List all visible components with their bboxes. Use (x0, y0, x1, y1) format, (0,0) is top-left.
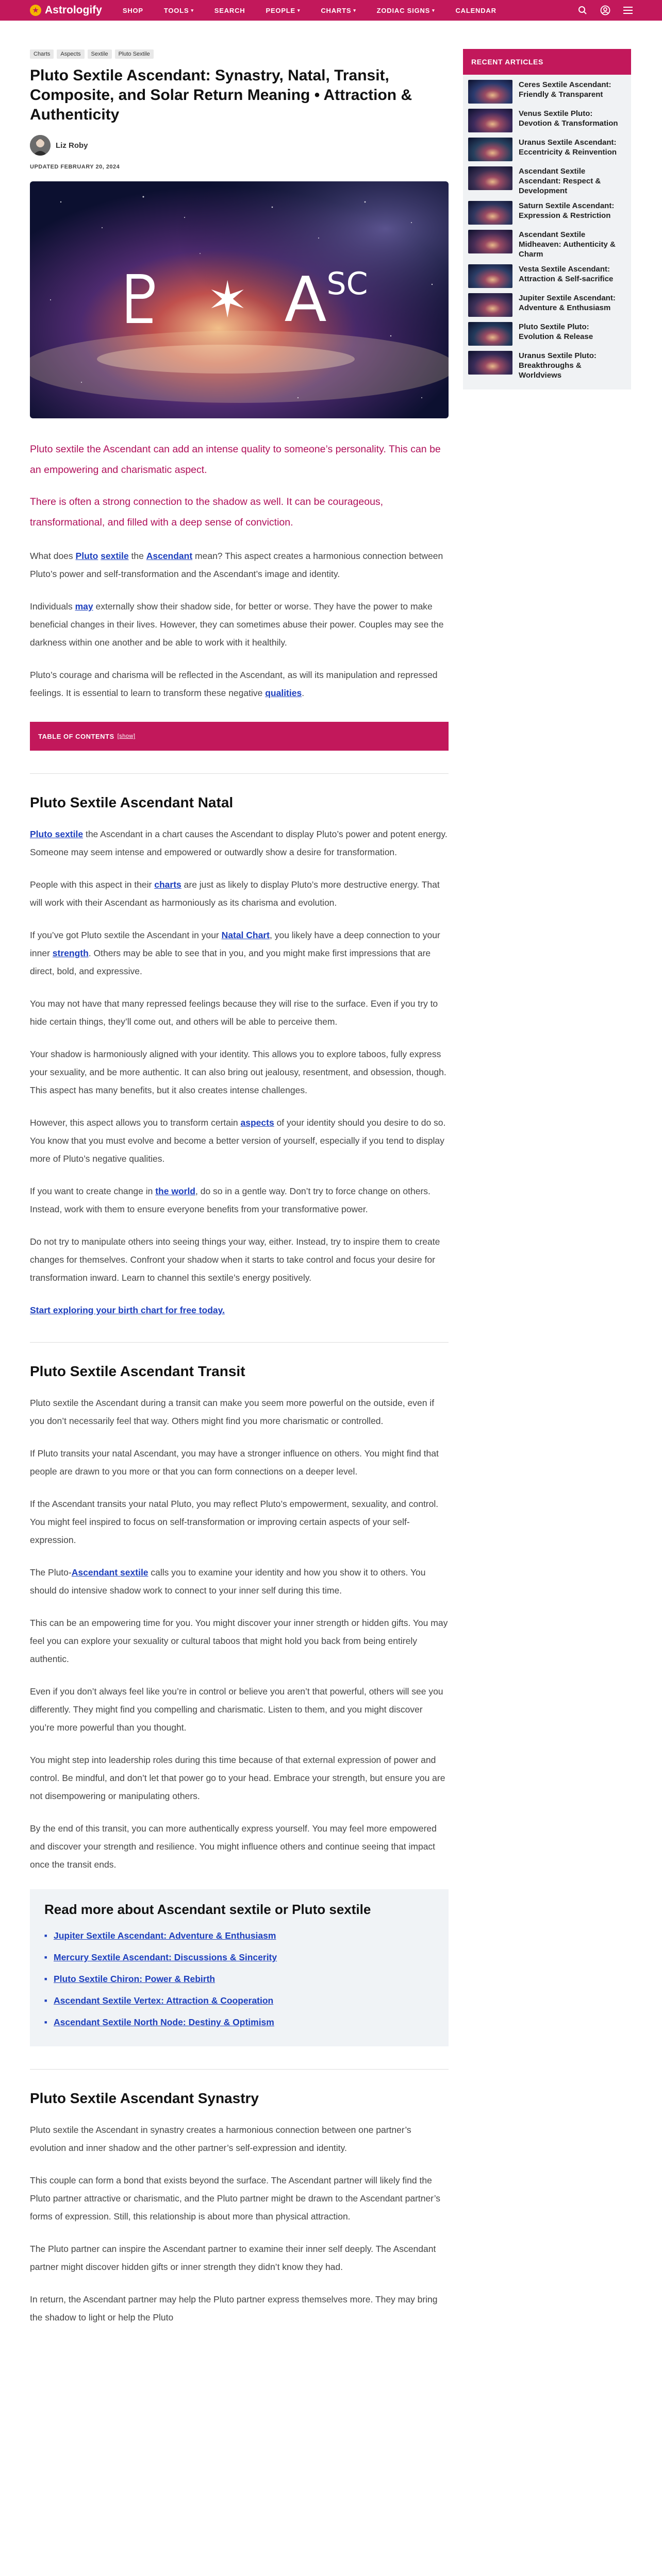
article-thumbnail[interactable] (468, 166, 512, 190)
article-thumbnail[interactable] (468, 201, 512, 225)
birth-chart-cta-link[interactable]: Start exploring your birth chart for free today. (30, 1305, 225, 1315)
sidebar-list (463, 80, 631, 380)
article-thumbnail[interactable] (468, 351, 512, 375)
charts-link[interactable]: charts (154, 879, 181, 890)
natal-paragraph: You may not have that many repressed feelings because they will rise to the surface. Even if you try to hide certain things, they’ll come out, and others will be able to perceive them. (30, 998, 438, 1027)
article-thumbnail[interactable] (468, 138, 512, 161)
recent-article-title[interactable]: Ascendant Sextile Ascendant: Respect & Development (519, 167, 601, 195)
read-more-item (44, 1925, 434, 1946)
aspects-link[interactable]: aspects (240, 1117, 274, 1128)
pluto-glyph-icon: ♇ (110, 261, 171, 339)
read-more-link[interactable]: Jupiter Sextile Ascendant: Adventure & Enthusiasm (54, 1930, 276, 1941)
updated-date: UPDATED FEBRUARY 20, 2024 (30, 164, 120, 170)
transit-paragraph: Even if you don’t always feel like you’re in control or believe you aren’t that powerful, others will see you differently. They might find you compelling and charismatic. Listen to them, and you might discover you’re more powerful than you thought. (30, 1686, 443, 1733)
transit-paragraph: This can be an empowering time for you. You might discover your inner strength or hidden gifts. You may feel you can explore your sexuality or cultural taboos that might hold you back from being entirely authentic. (30, 1618, 448, 1664)
pluto-link[interactable]: Pluto (75, 551, 98, 561)
nav-item-label: ZODIAC SIGNS (376, 6, 431, 14)
recent-article-title[interactable]: Venus Sextile Pluto: Devotion & Transformation (519, 109, 618, 128)
nav-item-label: SHOP (122, 6, 143, 14)
read-more-heading: Read more about Ascendant sextile or Pluto sextile (44, 1902, 371, 1917)
hero-image (30, 181, 449, 418)
ascendant-link[interactable]: Ascendant (146, 551, 193, 561)
ascendant-glyph (284, 264, 368, 336)
nav-item-charts[interactable] (321, 7, 356, 14)
toc-show-toggle[interactable]: [show] (117, 733, 136, 739)
article-thumbnail[interactable] (468, 322, 512, 346)
natal-paragraph: However, this aspect allows you to transform certain aspects of your identity should you desire to do so. You know that you must evolve and become a better version of yourself, especially if you tend to display more of Pluto’s negative qualities. (30, 1117, 446, 1164)
ascendant-glyph-sup: SC (326, 265, 368, 302)
recent-article-title[interactable]: Ascendant Sextile Midheaven: Authenticity & Charm (519, 230, 616, 259)
transit-paragraph: If the Ascendant transits your natal Pluto, you may reflect Pluto’s empowerment, sexuality, and control. You might feel inspired to focus on self-transformation or improving certain aspects of your self-expression. (30, 1499, 439, 1545)
breadcrumb (30, 49, 449, 59)
section-heading-natal: Pluto Sextile Ascendant Natal (30, 773, 449, 811)
nav-item-label: CALENDAR (455, 6, 496, 14)
read-more-item (44, 1968, 434, 1990)
natal-chart-link[interactable]: Natal Chart (221, 930, 270, 940)
nav-item-label: PEOPLE (266, 6, 296, 14)
read-more-link[interactable]: Ascendant Sextile Vertex: Attraction & Cooperation (54, 1995, 274, 2006)
sextile-glyph-icon: ✶ (207, 271, 249, 329)
natal-paragraph: Do not try to manipulate others into seeing things your way, either. Instead, try to inspire them to create changes for themselves. Confront your shadow when it starts to take control and focus your desire for transformation inward. Learn to channel this sextile’s energy positively. (30, 1236, 440, 1283)
intro-paragraph: What does Pluto sextile the Ascendant mean? This aspect creates a harmonious connection between Pluto’s power and self-transformation and the Ascendant’s image and identity. (30, 551, 443, 579)
read-more-link[interactable]: Ascendant Sextile North Node: Destiny & Optimism (54, 2017, 274, 2027)
article-thumbnail[interactable] (468, 230, 512, 253)
lead-paragraph: There is often a strong connection to the shadow as well. It can be courageous, transformational, and filled with a deep sense of conviction. (30, 496, 384, 528)
pluto-sextile-link[interactable]: Pluto sextile (30, 829, 84, 839)
recent-article-title[interactable]: Ceres Sextile Ascendant: Friendly & Transparent (519, 80, 611, 99)
chevron-down-icon: ▾ (297, 7, 301, 13)
toc-label: TABLE OF CONTENTS (38, 732, 114, 740)
recent-article-title[interactable]: Uranus Sextile Pluto: Breakthroughs & Worldviews (519, 351, 597, 380)
synastry-paragraph: This couple can form a bond that exists beyond the surface. The Ascendant partner will likely find the Pluto partner attractive or charismatic, and the Pluto partner might be drawn to the Ascendant partner’s forms of expression. Still, this relationship is about more than physical attraction. (30, 2175, 441, 2222)
recent-article-item[interactable] (468, 264, 626, 288)
recent-article-item[interactable] (468, 322, 626, 346)
search-icon[interactable] (575, 3, 590, 18)
section-heading-transit: Pluto Sextile Ascendant Transit (30, 1342, 449, 1380)
synastry-paragraph: Pluto sextile the Ascendant in synastry creates a harmonious connection between one partner’s evolution and inner shadow and the other partner’s self-expression and identity. (30, 2125, 411, 2153)
natal-paragraph: People with this aspect in their charts are just as likely to display Pluto’s more destructive energy. That will work with their Ascendant as harmoniously as its charisma and evolution. (30, 879, 440, 908)
synastry-paragraph: In return, the Ascendant partner may help the Pluto partner express themselves more. They may bring the shadow to light or help the Pluto (30, 2294, 438, 2323)
qualities-link[interactable]: qualities (265, 688, 302, 698)
intro-paragraph: Pluto’s courage and charisma will be reflected in the Ascendant, as will its manipulation and repressed feelings. It is essential to learn to transform these negative qualities. (30, 670, 438, 698)
transit-paragraph: The Pluto-Ascendant sextile calls you to examine your identity and how you show it to others. You should do intensive shadow work to connect to your inner self during this time. (30, 1567, 426, 1596)
author-byline (30, 135, 449, 156)
lead-paragraph: Pluto sextile the Ascendant can add an intense quality to someone’s personality. This can be an empowering and charismatic aspect. (30, 444, 441, 476)
breadcrumb-item[interactable]: Charts (30, 49, 54, 59)
natal-paragraph: Your shadow is harmoniously aligned with your identity. This allows you to explore taboos, fully express your sexuality, and be more authentic. It can also bring out jealousy, resentment, and obsession, though. This aspect has many benefits, but it also creates intense challenges. (30, 1049, 446, 1095)
menu-icon[interactable] (621, 3, 635, 18)
recent-article-title[interactable]: Vesta Sextile Ascendant: Attraction & Self-sacrifice (519, 265, 614, 283)
recent-article-item[interactable] (468, 166, 626, 196)
recent-articles-sidebar (463, 49, 631, 389)
author-name-link[interactable]: Liz Roby (56, 141, 88, 150)
read-more-link[interactable]: Mercury Sextile Ascendant: Discussions & Sincerity (54, 1952, 277, 1962)
article-thumbnail[interactable] (468, 293, 512, 317)
transit-paragraph: By the end of this transit, you can more authentically express yourself. You may feel more empowered and discover your strength and resilience. You might influence others and continue seeing that impact once the transit ends. (30, 1823, 437, 1870)
synastry-paragraph: The Pluto partner can inspire the Ascendant partner to examine their inner self deeply. The Ascendant partner might discover hidden gifts or inner strength they didn’t know they had. (30, 2244, 436, 2272)
recent-article-item[interactable] (468, 201, 626, 225)
read-more-list (44, 1925, 434, 2033)
recent-article-item[interactable] (468, 293, 626, 317)
nav-item-label: CHARTS (321, 6, 352, 14)
recent-article-title[interactable]: Jupiter Sextile Ascendant: Adventure & Enthusiasm (519, 294, 616, 312)
read-more-item (44, 1990, 434, 2011)
chevron-down-icon: ▾ (432, 7, 435, 13)
top-icon-group (567, 0, 635, 21)
the-world-link[interactable]: the world (155, 1186, 195, 1196)
nav-item-label: TOOLS (163, 6, 189, 14)
breadcrumb-item[interactable]: Aspects (57, 49, 84, 59)
ascendant-sextile-link[interactable]: Ascendant sextile (71, 1567, 148, 1578)
chevron-down-icon: ▾ (353, 7, 356, 13)
table-of-contents[interactable] (30, 722, 449, 751)
recent-article-item[interactable] (468, 138, 626, 161)
recent-article-title[interactable]: Saturn Sextile Ascendant: Expression & Restriction (519, 201, 615, 220)
recent-article-item[interactable] (468, 109, 626, 132)
article-thumbnail[interactable] (468, 80, 512, 104)
article-thumbnail[interactable] (468, 264, 512, 288)
transit-paragraph: If Pluto transits your natal Ascendant, you may have a stronger influence on others. You might find that people are drawn to you more or that you can form connections on a deeper level. (30, 1448, 439, 1477)
nav-item-search[interactable] (214, 7, 245, 14)
article-main (30, 21, 449, 2327)
strength-link[interactable]: strength (52, 948, 89, 958)
read-more-link[interactable]: Pluto Sextile Chiron: Power & Rebirth (54, 1974, 216, 1984)
recent-article-item[interactable] (468, 230, 626, 259)
brand-logo-link[interactable] (30, 4, 102, 16)
sidebar-heading: RECENT ARTICLES (463, 49, 631, 75)
sextile-link[interactable]: sextile (101, 551, 129, 561)
nav-item-tools[interactable] (164, 7, 194, 14)
recent-article-item[interactable] (468, 80, 626, 104)
transit-paragraph: Pluto sextile the Ascendant during a transit can make you seem more powerful on the outside, even if you don’t necessarily feel that way. Others might find you more charismatic or controlled. (30, 1398, 435, 1426)
article-thumbnail[interactable] (468, 109, 512, 132)
section-heading-synastry: Pluto Sextile Ascendant Synastry (30, 2069, 449, 2107)
nav-item-label: SEARCH (214, 6, 245, 14)
read-more-box (30, 1889, 449, 2046)
nav-item-zodiac-signs[interactable] (377, 7, 435, 14)
author-avatar[interactable] (30, 135, 51, 156)
read-more-item (44, 2011, 434, 2033)
ascendant-glyph-main: A (284, 264, 327, 336)
read-more-item (44, 1946, 434, 1968)
natal-paragraph: If you’ve got Pluto sextile the Ascendant in your Natal Chart, you likely have a deep connection to your inner strength. Others may be able to see that in you, and you might make first impressions that are direct, bold, and expressive. (30, 930, 440, 976)
user-icon[interactable] (598, 3, 613, 18)
chevron-down-icon: ▾ (191, 7, 194, 13)
recent-article-title[interactable]: Uranus Sextile Ascendant: Eccentricity & Reinvention (519, 138, 617, 157)
nav-item-people[interactable] (266, 7, 300, 14)
top-nav-bar (0, 0, 662, 21)
recent-article-item[interactable] (468, 351, 626, 380)
cta-paragraph (30, 1301, 449, 1319)
natal-paragraph: Pluto sextile the Ascendant in a chart causes the Ascendant to display Pluto’s power and potent energy. Someone may seem intense and empowered or outwardly show a desire for transformation. (30, 829, 448, 857)
breadcrumb-item[interactable]: Sextile (88, 49, 112, 59)
star-logo-icon: ★ (30, 5, 41, 16)
brand-name: Astrologify (45, 4, 102, 16)
main-nav (123, 7, 517, 14)
nav-item-shop[interactable] (123, 7, 143, 14)
transit-paragraph: You might step into leadership roles during this time because of that external expression of power and control. Be mindful, and don’t let that power go to your head. Embrace your strength, but ensure you are not disempowering or manipulating others. (30, 1755, 445, 1801)
intro-paragraph: Individuals may externally show their shadow side, for better or worse. They have the power to make beneficial changes in their lives. However, they can sometimes abuse their power. Couples may see the darkness within one another and be able to work with it healthily. (30, 601, 444, 648)
nav-item-calendar[interactable] (455, 7, 496, 14)
article-title: Pluto Sextile Ascendant: Synastry, Natal, Transit, Composite, and Solar Return Meaning • Attraction & Authenticity (30, 67, 412, 123)
may-link[interactable]: may (75, 601, 93, 612)
natal-paragraph: If you want to create change in the world, do so in a gentle way. Don’t try to force change on others. Instead, work with them to ensure everyone benefits from your transformative power. (30, 1186, 431, 1214)
recent-article-title[interactable]: Pluto Sextile Pluto: Evolution & Release (519, 323, 593, 341)
breadcrumb-item[interactable]: Pluto Sextile (115, 49, 154, 59)
